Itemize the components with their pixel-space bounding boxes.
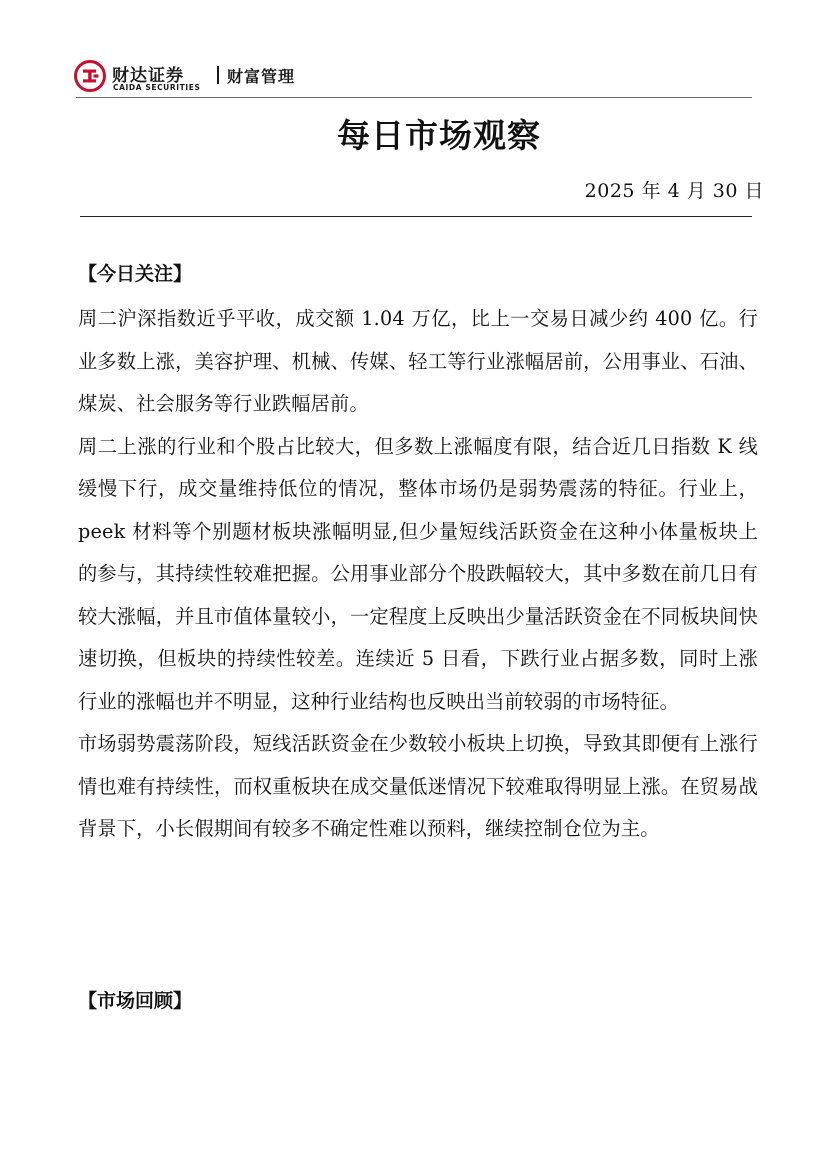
title-divider [80,216,752,217]
brand-separator [217,66,219,84]
document-date: 2025 年 4 月 30 日 [584,180,764,202]
document-title: 每日市场观察 [337,116,541,155]
brand-name-english: CAIDA SECURITIES [113,83,201,92]
brand-name: 财达证券 [112,66,184,86]
paragraph: 周二沪深指数近乎平收，成交额 1.04 万亿，比上一交易日减少约 400 亿。行业多数上涨，美容护理、机械、传媒、轻工等行业涨幅居前，公用事业、石油、煤炭、社会服务等行业跌幅居前。 [78,307,758,415]
paragraph: 市场弱势震荡阶段，短线活跃资金在少数较小板块上切换，导致其即便有上涨行情也难有持续性，而权重板块在成交量低迷情况下较难取得明显上涨。在贸易战背景下，小长假期间有较多不确定性难以预料，继续控制仓位为主。 [78,732,758,840]
section-heading-today-focus: 【今日关注】 [78,263,193,285]
paragraph: 周二上涨的行业和个股占比较大，但多数上涨幅度有限，结合近几日指数 K 线缓慢下行，成交量维持低位的情况，整体市场仍是弱势震荡的特征。行业上，peek 材料等个别题材板块涨幅明显,但少量短线活跃资金在这种小体量板块上的参与，其持续性较难把握。公用事业部分个股跌幅较大，其中多数在前几日有较大涨幅，并且市值体量较小，一定程度上反映出少量活跃资金在不同板块间快速切换，但板块的持续性较差。连续近 5 日看，下跌行业占据多数，同时上涨行业的涨幅也并不明显，这种行业结构也反映出当前较弱的市场特征。 [78,434,758,713]
report-header [74,58,754,98]
section-heading-market-review: 【市场回顾】 [78,990,193,1012]
header-divider [76,97,752,98]
division-name: 财富管理 [227,67,296,86]
section-body-today-focus [78,298,758,851]
caida-logo-icon [74,60,106,92]
